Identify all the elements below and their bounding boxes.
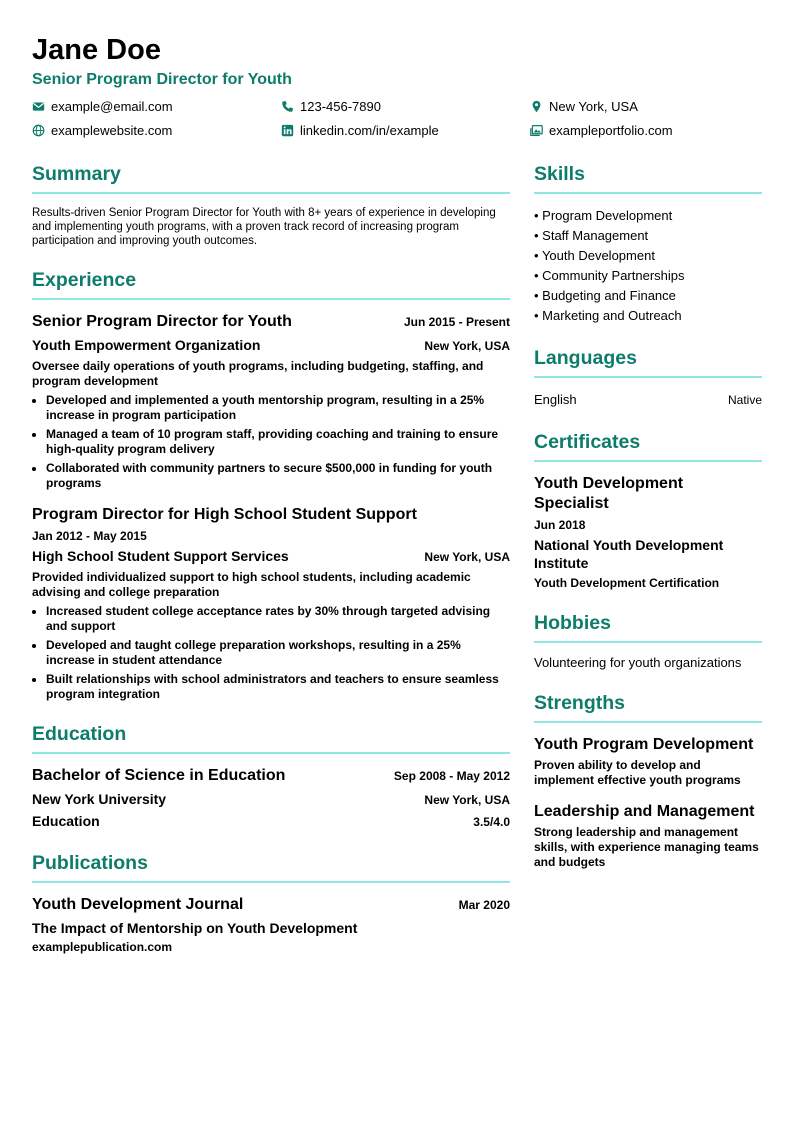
left-column — [32, 160, 510, 972]
job-bullet: • Managed a team of 10 program staff, providing coaching and training to ensure high-quality program delivery — [46, 427, 510, 457]
job-entry — [32, 312, 510, 491]
phone-icon — [281, 100, 294, 113]
skill-item: • Program Development — [534, 208, 673, 223]
right-column — [534, 160, 762, 972]
job-title: Senior Program Director for Youth — [32, 313, 292, 330]
skill-label: Marketing and Outreach — [542, 308, 682, 323]
languages-heading: Languages — [534, 344, 762, 378]
job-date: Jan 2012 - May 2015 — [32, 529, 147, 543]
skill-item: • Budgeting and Finance — [534, 288, 676, 303]
job-organization: Youth Empowerment Organization — [32, 337, 261, 353]
linkedin-icon — [281, 124, 294, 137]
job-description: Oversee daily operations of youth programs, including budgeting, staffing, and program development — [32, 359, 484, 388]
two-column-body — [32, 160, 762, 972]
job-location: New York, USA — [424, 550, 510, 564]
job-bullets — [32, 393, 510, 491]
skill-label: Budgeting and Finance — [542, 288, 676, 303]
contact-phone[interactable] — [281, 97, 530, 116]
publication-url[interactable]: examplepublication.com — [32, 940, 173, 954]
skill-item: • Community Partnerships — [534, 268, 685, 283]
publication-date: Mar 2020 — [458, 898, 510, 912]
resume-page — [32, 32, 762, 972]
language-name: English — [534, 392, 577, 407]
job-title: Program Director for High School Student Support — [32, 506, 417, 523]
education-heading: Education — [32, 720, 510, 754]
job-date: Jun 2015 - Present — [403, 315, 510, 329]
education-location: New York, USA — [424, 793, 510, 807]
skill-label: Youth Development — [541, 248, 655, 263]
certificate-name: Youth Development Specialist — [534, 475, 684, 512]
job-bullet: • Built relationships with school administrators and teachers to ensure seamless program integration — [46, 672, 510, 702]
globe-icon — [32, 124, 45, 137]
strength-description: Strong leadership and management skills, with experience managing teams and budgets — [534, 825, 759, 869]
skills-section — [534, 160, 762, 326]
languages-section — [534, 344, 762, 410]
hobby-text: Volunteering for youth organizations — [534, 655, 742, 670]
contact-email-text: example@email.com — [51, 99, 173, 114]
job-bullet: • Developed and implemented a youth mentorship program, resulting in a 25% increase in program participation — [46, 393, 510, 423]
job-bullet: • Collaborated with community partners to secure $500,000 in funding for youth programs — [46, 461, 510, 491]
contact-location-text: New York, USA — [549, 99, 638, 114]
contact-phone-text: 123-456-7890 — [300, 99, 381, 114]
certificate-issuer: National Youth Development Institute — [534, 537, 724, 571]
skills-heading: Skills — [534, 160, 762, 194]
publication-journal: Youth Development Journal — [32, 896, 244, 913]
skill-label: Program Development — [542, 208, 673, 223]
envelope-icon — [32, 100, 45, 113]
certificate-detail: Youth Development Certification — [534, 576, 720, 590]
certificate-date: Jun 2018 — [534, 518, 586, 532]
education-field: Education — [32, 813, 100, 829]
contact-linkedin[interactable] — [281, 121, 530, 140]
strength-description: Proven ability to develop and implement effective youth programs — [534, 758, 741, 787]
hobbies-heading: Hobbies — [534, 609, 762, 643]
publications-heading: Publications — [32, 849, 510, 883]
contact-email[interactable] — [32, 97, 281, 116]
language-level: Native — [727, 393, 762, 407]
job-bullet: • Increased student college acceptance rates by 30% through targeted advising and support — [46, 604, 510, 634]
contact-linkedin-text: linkedin.com/in/example — [300, 123, 439, 138]
job-entry — [32, 505, 510, 702]
candidate-title: Senior Program Director for Youth — [32, 71, 292, 88]
hobbies-section — [534, 609, 762, 671]
summary-text: Results-driven Senior Program Director for Youth with 8+ years of experience in developing and implementing youth programs, with a proven track record of increasing program participation and improving youth outcomes. — [32, 207, 496, 247]
summary-heading: Summary — [32, 160, 510, 194]
certificates-heading: Certificates — [534, 428, 762, 462]
candidate-name: Jane Doe — [32, 34, 161, 66]
skill-label: Community Partnerships — [542, 268, 685, 283]
certificates-section — [534, 428, 762, 591]
job-bullets — [32, 604, 510, 702]
portfolio-icon — [530, 124, 543, 137]
skill-item: • Marketing and Outreach — [534, 308, 682, 323]
education-gpa: 3.5/4.0 — [473, 815, 510, 829]
education-school: New York University — [32, 791, 167, 807]
contact-website-text: examplewebsite.com — [51, 123, 173, 138]
job-description: Provided individualized support to high school students, including academic advising and college preparation — [32, 570, 471, 599]
skill-label: Staff Management — [542, 228, 649, 243]
contact-website[interactable] — [32, 121, 281, 140]
contact-portfolio-text: exampleportfolio.com — [549, 123, 673, 138]
contact-grid — [32, 97, 762, 140]
job-location: New York, USA — [424, 339, 510, 353]
strengths-heading: Strengths — [534, 689, 762, 723]
contact-location — [530, 97, 762, 116]
summary-section — [32, 160, 510, 248]
strengths-section — [534, 689, 762, 870]
location-pin-icon — [530, 100, 543, 113]
education-section — [32, 720, 510, 831]
job-bullet: • Developed and taught college preparation workshops, resulting in a 25% increase in student attendance — [46, 638, 510, 668]
experience-heading: Experience — [32, 266, 510, 300]
job-organization: High School Student Support Services — [32, 548, 289, 564]
publications-section — [32, 849, 510, 954]
strength-title: Youth Program Development — [534, 736, 754, 753]
contact-portfolio[interactable] — [530, 121, 762, 140]
experience-section — [32, 266, 510, 702]
education-degree: Bachelor of Science in Education — [32, 767, 286, 784]
skill-item: • Staff Management — [534, 228, 649, 243]
skill-item: • Youth Development — [534, 248, 655, 263]
education-date: Sep 2008 - May 2012 — [393, 769, 510, 783]
publication-title: The Impact of Mentorship on Youth Development — [32, 920, 358, 936]
strength-title: Leadership and Management — [534, 803, 755, 820]
